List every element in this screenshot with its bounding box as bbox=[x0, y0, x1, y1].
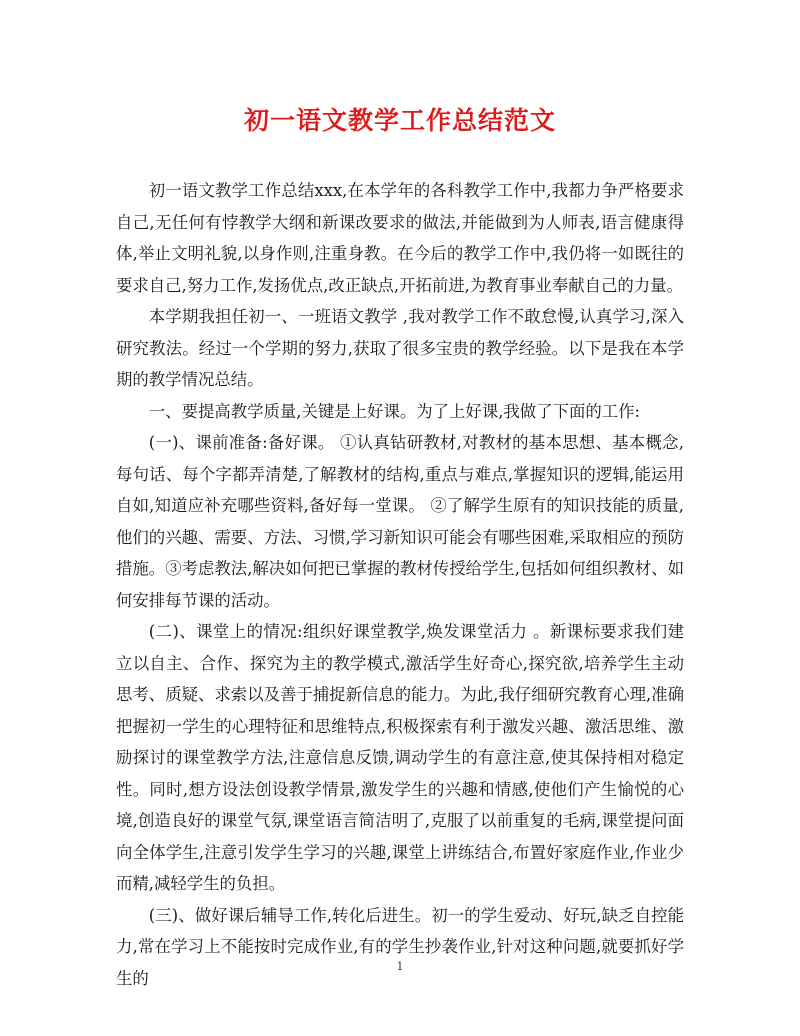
page-number: 1 bbox=[396, 960, 404, 973]
document-title: 初一语文教学工作总结范文 bbox=[243, 106, 556, 135]
paragraph-intro: 初一语文教学工作总结xxx,在本学年的各科教学工作中,我都力争严格要求自己,无任何有悖教学大纲和新课改要求的做法,并能做到为人师表,语言健康得体,举止文明礼貌,以身作则,注重身教。在今后的教学工作中,我仍将一如既往的要求自己,努力工作,发扬优点,改正缺点,开拓前进,为教育事业奉献自己的力量。 bbox=[116, 181, 684, 295]
paragraph-semester: 本学期我担任初一、一班语文教学 ,我对教学工作不敢怠慢,认真学习,深入研究教法。经过一个学期的努力,获取了很多宝贵的教学经验。以下是我在本学期的教学情况总结。 bbox=[116, 307, 684, 389]
document-body bbox=[116, 175, 684, 994]
paragraph-section-one-heading: 一、要提高教学质量,关键是上好课。为了上好课,我做了下面的工作: bbox=[148, 401, 641, 421]
paragraph-after-class-tutoring: (三)、做好课后辅导工作,转化后进生。初一的学生爱动、好玩,缺乏自控能力,常在学习上不能按时完成作业,有的学生抄袭作业,针对这种问题,就要抓好学生的 bbox=[116, 905, 684, 988]
paragraph-lesson-preparation: (一)、课前准备:备好课。 ①认真钻研教材,对教材的基本思想、基本概念,每句话、每个字都弄清楚,了解教材的结构,重点与难点,掌握知识的逻辑,能运用自如,知道应补充哪些资料,备好每一堂课。 ②了解学生原有的知识技能的质量,他们的兴趣、需要、方法、习惯,学习新知识可能会有哪些困难,采取相应的预防措施。③考虑教法,解决如何把已掌握的教材传授给学生,包括如何组织教材、如何安排每节课的活动。 bbox=[116, 433, 684, 610]
paragraph-classroom-situation: (二)、课堂上的情况:组织好课堂教学,焕发课堂活力 。新课标要求我们建立以自主、合作、探究为主的教学模式,激活学生好奇心,探究欲,培养学生主动思考、质疑、求索以及善于捕捉新信息的能力。为此,我仔细研究教育心理,准确把握初一学生的心理特征和思维特点,积极探索有利于激发兴趣、激活思维、激励探讨的课堂教学方法,注意信息反馈,调动学生的有意注意,使其保持相对稳定性。同时,想方设法创设教学情景,激发学生的兴趣和情感,使他们产生愉悦的心境,创造良好的课堂气氛,课堂语言简洁明了,克服了以前重复的毛病,课堂提问面向全体学生,注意引发学生学习的兴趣,课堂上讲练结合,布置好家庭作业,作业少而精,减轻学生的负担。 bbox=[116, 622, 684, 893]
